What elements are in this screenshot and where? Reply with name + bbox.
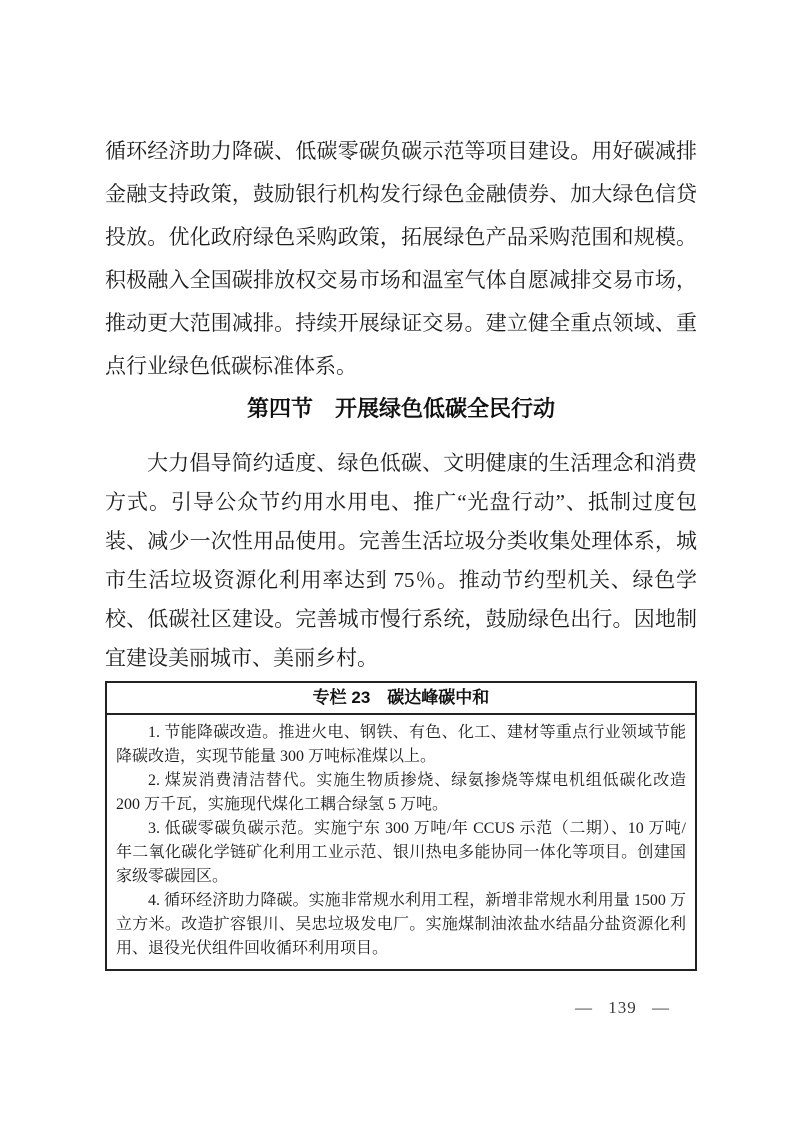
text-line: 循环经济助力降碳、低碳零碳负碳示范等项目建设。用好碳减排 [105, 139, 697, 163]
text-line: 降碳改造，实现节能量 300 万吨标准煤以上。 [116, 748, 437, 765]
text-line: 方式。引导公众节约用水用电、推广“光盘行动”、抵制过度包 [105, 490, 697, 514]
text-line: 1. 节能降碳改造。推进火电、钢铁、有色、化工、建材等重点行业领域节能 [148, 724, 686, 741]
page-number: — 139 — [575, 998, 670, 1017]
text-line: 推动更大范围减排。持续开展绿证交易。建立健全重点领域、重 [105, 311, 697, 335]
text-line: 3. 低碳零碳负碳示范。实施宁东 300 万吨/年 CCUS 示范（二期）、10 万吨/ [148, 820, 686, 837]
text-line: 家级零碳园区。 [116, 868, 229, 885]
text-line: 校、低碳社区建设。完善城市慢行系统，鼓励绿色出行。因地制 [105, 607, 697, 631]
paragraph-body [105, 444, 697, 678]
text-line: 金融支持政策，鼓励银行机构发行绿色金融债券、加大绿色信贷 [105, 182, 697, 206]
paragraph-continued [105, 130, 697, 388]
page-content [105, 130, 697, 971]
section-heading: 第四节 开展绿色低碳全民行动 [246, 396, 555, 421]
text-line: 用、退役光伏组件回收循环利用项目。 [116, 940, 389, 957]
text-line: 年二氧化碳化学链矿化利用工业示范、银川热电多能协同一体化等项目。创建国 [116, 844, 686, 861]
column-box-body [107, 715, 695, 969]
column-box [105, 681, 697, 971]
text-line: 市生活垃圾资源化利用率达到 75％。推动节约型机关、绿色学 [105, 568, 697, 592]
text-line: 积极融入全国碳排放权交易市场和温室气体自愿减排交易市场， [105, 268, 697, 292]
text-line: 200 万千瓦，实施现代煤化工耦合绿氢 5 万吨。 [116, 796, 449, 813]
text-line: 2. 煤炭消费清洁替代。实施生物质掺烧、绿氨掺烧等煤电机组低碳化改造 [148, 772, 686, 789]
text-line: 投放。优化政府绿色采购政策，拓展绿色产品采购范围和规模。 [105, 225, 697, 249]
text-line: 宜建设美丽城市、美丽乡村。 [105, 646, 378, 670]
text-line: 4. 循环经济助力降碳。实施非常规水利用工程，新增非常规水利用量 1500 万 [148, 892, 686, 909]
text-line: 装、减少一次性用品使用。完善生活垃圾分类收集处理体系，城 [105, 529, 697, 553]
column-box-title: 专栏 23 碳达峰碳中和 [107, 683, 695, 715]
text-line: 立方米。改造扩容银川、吴忠垃圾发电厂。实施煤制油浓盐水结晶分盐资源化利 [116, 916, 686, 933]
text-line: 点行业绿色低碳标准体系。 [105, 354, 357, 378]
text-line: 大力倡导简约适度、绿色低碳、文明健康的生活理念和消费 [147, 451, 697, 475]
